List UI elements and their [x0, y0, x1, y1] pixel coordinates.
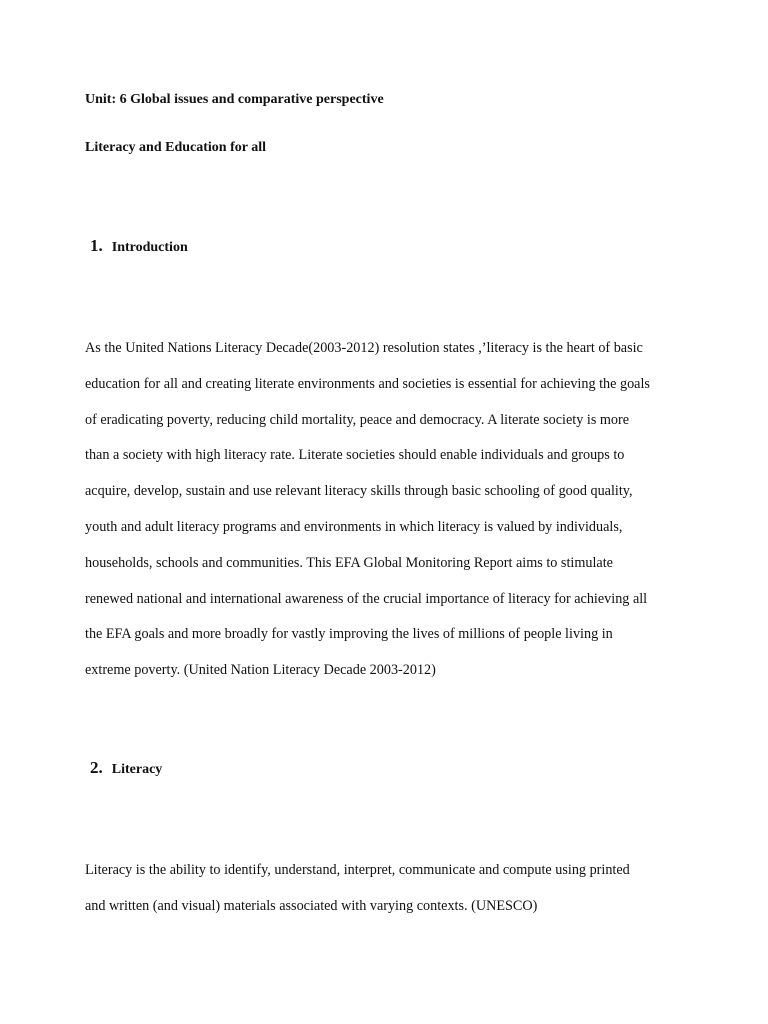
section-heading-introduction: [90, 236, 188, 256]
section-title: Introduction: [111, 240, 188, 255]
paragraph-line: extreme poverty. (United Nation Literacy Decade 2003-2012): [85, 662, 436, 679]
unit-title: Unit: 6 Global issues and comparative perspective: [85, 92, 384, 107]
paragraph-line: and written (and visual) materials associated with varying contexts. (UNESCO): [85, 897, 538, 914]
section-title: Literacy: [111, 762, 163, 777]
paragraph-line: education for all and creating literate environments and societies is essential for achieving the goals: [85, 375, 650, 392]
paragraph-line: youth and adult literacy programs and environments in which literacy is valued by individuals,: [85, 518, 623, 535]
paragraph-line: than a society with high literacy rate. Literate societies should enable individuals and groups to: [85, 447, 625, 464]
paragraph-line: Literacy is the ability to identify, understand, interpret, communicate and compute using printed: [85, 862, 630, 878]
paragraph-line: households, schools and communities. This EFA Global Monitoring Report aims to stimulate: [85, 554, 613, 571]
document-subtitle: Literacy and Education for all: [85, 140, 266, 155]
paragraph-line: acquire, develop, sustain and use relevant literacy skills through basic schooling of good quality,: [85, 483, 633, 500]
paragraph-line: of eradicating poverty, reducing child mortality, peace and democracy. A literate society is more: [85, 411, 630, 428]
paragraph-line: renewed national and international awareness of the crucial importance of literacy for achieving all: [85, 590, 648, 607]
introduction-paragraph: [85, 339, 695, 697]
paragraph-line: the EFA goals and more broadly for vastly improving the lives of millions of people living in: [85, 626, 613, 643]
section-number: 1.: [90, 236, 103, 255]
section-number: 2.: [90, 758, 103, 777]
literacy-paragraph: [85, 861, 695, 933]
paragraph-line: As the United Nations Literacy Decade(2003-2012) resolution states ,’literacy is the heart of basic: [85, 340, 643, 356]
section-heading-literacy: [90, 758, 162, 778]
